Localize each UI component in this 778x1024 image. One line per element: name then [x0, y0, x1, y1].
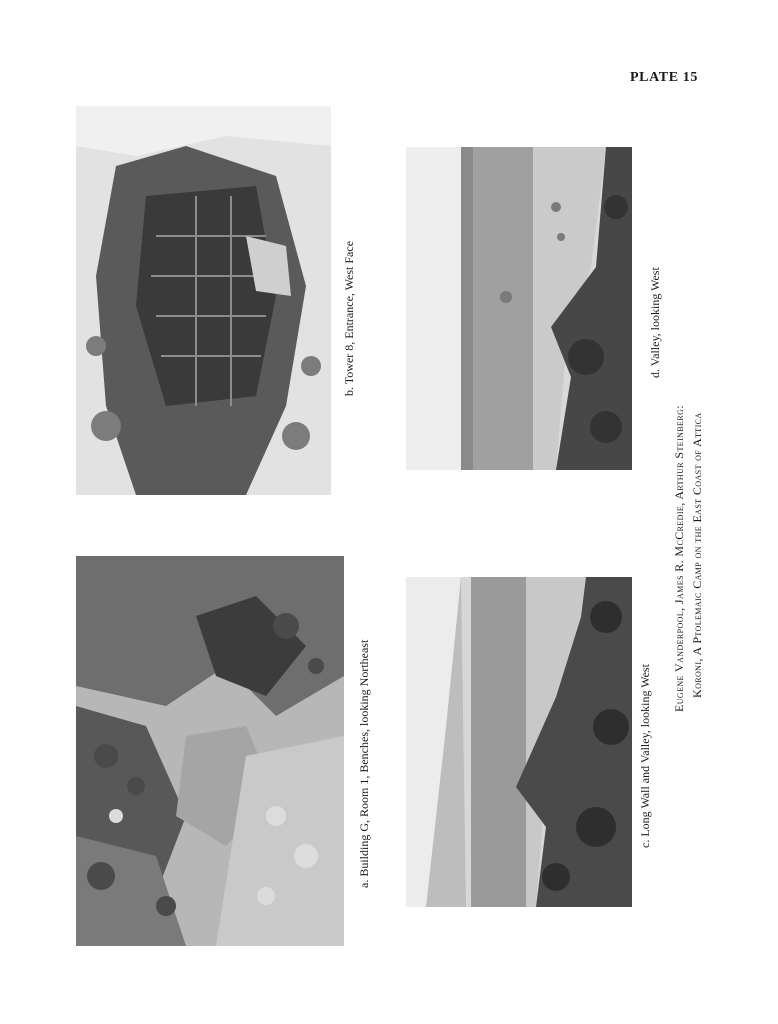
- credit-authors: Eugene Vanderpool, James R. McCredie, Arthur Steinberg:: [672, 405, 686, 712]
- photo-long-wall-valley: [406, 577, 632, 907]
- photo-building-g-benches: [76, 556, 344, 946]
- photo-valley: [406, 147, 632, 470]
- photo-tower-8-entrance: [76, 106, 331, 495]
- caption-b: b. Tower 8, Entrance, West Face: [342, 240, 356, 396]
- caption-d: d. Valley, looking West: [648, 267, 662, 378]
- credit-title: Koroni, A Ptolemaic Camp on the East Coast of Attica: [690, 412, 704, 698]
- plate-number: PLATE 15: [630, 70, 698, 85]
- caption-a: a. Building G, Room 1, Benches, looking Northeast: [357, 639, 371, 888]
- caption-c: c. Long Wall and Valley, looking West: [638, 664, 652, 848]
